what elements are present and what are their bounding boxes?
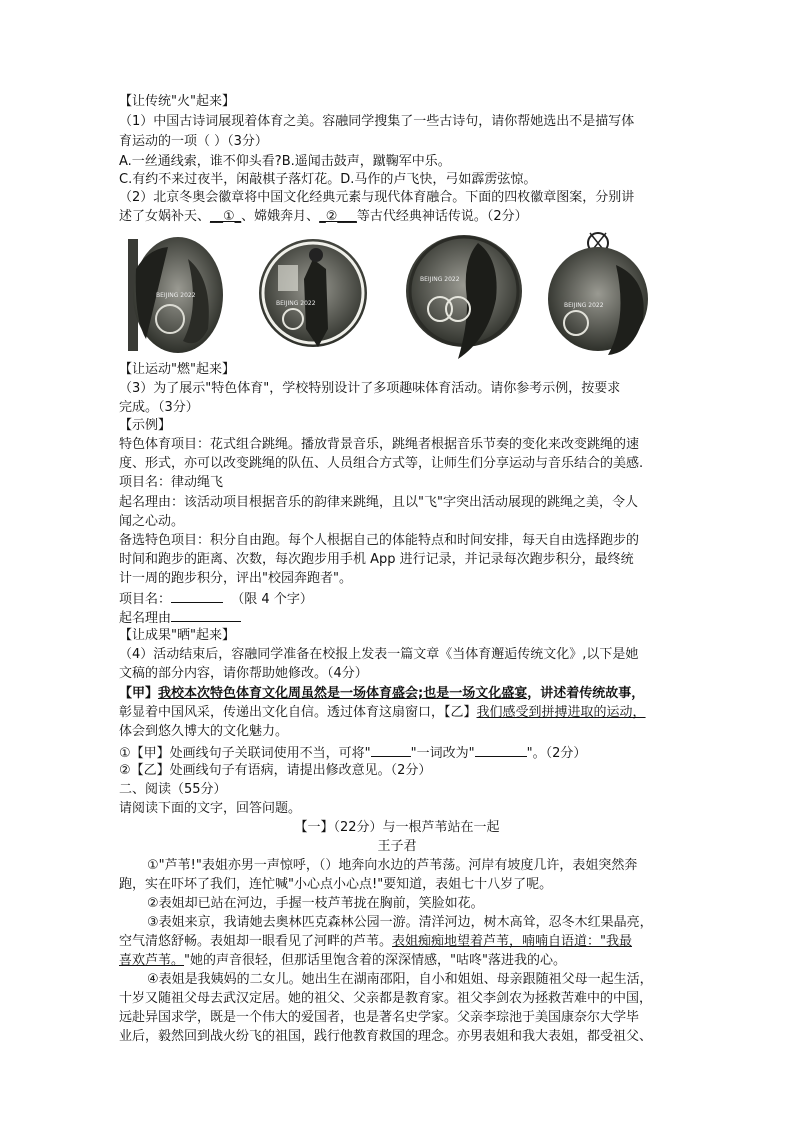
sub-question-1-mid: "一词改为" bbox=[410, 746, 475, 761]
emblem-text-1: BEIJING 2022 bbox=[156, 292, 196, 299]
emblem-change bbox=[406, 235, 522, 359]
naming-reason-line bbox=[119, 608, 241, 628]
example-label: 【示例】 bbox=[119, 418, 172, 433]
paragraph-3-line-3 bbox=[119, 952, 566, 970]
question-2-line-1: （2）北京冬奥会徽章将中国文化经典元素与现代体育融合。下面的四枚徽章图案，分别讲 bbox=[119, 190, 635, 205]
question-2-text-b: 、嫦娥奔月、 bbox=[241, 209, 320, 224]
paragraph-3-underlined-b: 喜欢芦苇。 bbox=[119, 953, 185, 968]
emblem-kuafu bbox=[259, 239, 367, 347]
paragraph-3-underlined-a: 表姐痴痴地望着芦苇，喃喃自语道："我最 bbox=[392, 934, 632, 949]
passage-line-3: 体会到悠久博大的文化魅力。 bbox=[119, 724, 289, 739]
emblem-text-4: BEIJING 2022 bbox=[564, 302, 604, 309]
example-line-1: 特色体育项目：花式组合跳绳。播放背景音乐，跳绳者根据音乐节奏的变化来改变跳绳的速 bbox=[119, 437, 640, 452]
underlined-sentence-yi: 我们感受到拼搏进取的运动， bbox=[476, 705, 646, 720]
naming-reason-label: 起名理由 bbox=[119, 611, 172, 626]
question-2-text-c: 等古代经典神话传说。（2分） bbox=[356, 209, 528, 224]
paragraph-1-line-2: 跑，实在吓坏了我们，连忙喊"小心点小心点!"要知道，表姐七十八岁了呢。 bbox=[119, 877, 553, 892]
paragraph-4-line-3: 远赴异国求学，既是一个伟大的爱国者，也是著名史学家。父亲李琮池于美国康奈尔大学毕 bbox=[119, 1010, 640, 1025]
mark-yi: 【乙】 bbox=[444, 705, 477, 720]
section-heading-tradition: 【让传统"火"起来】 bbox=[119, 94, 235, 109]
section-heading-results: 【让成果"晒"起来】 bbox=[119, 628, 235, 643]
paragraph-3-line-2 bbox=[119, 933, 632, 951]
question-3-line-2: 完成。（3分） bbox=[119, 400, 199, 415]
emblem-houyi bbox=[548, 233, 648, 355]
sub-question-1-blank-a[interactable] bbox=[371, 743, 411, 757]
emblem-text-2: BEIJING 2022 bbox=[276, 300, 316, 307]
passage-line-2 bbox=[119, 704, 646, 722]
example-line-3: 项目名：律动绳飞 bbox=[119, 475, 224, 490]
mark-jia: 【甲】 bbox=[119, 686, 159, 701]
sub-question-1-pre: ①【甲】处画线句子关联词使用不当，可将" bbox=[119, 746, 371, 761]
passage-line-1 bbox=[119, 685, 644, 703]
alt-project-line-2: 时间和跑步的距离、次数，每次跑步用手机 App 进行记录，并记录每次跑步积分，最终统 bbox=[119, 552, 634, 567]
question-4-line-1: （4）活动结束后，容融同学准备在校报上发表一篇文章《当体育邂逅传统文化》,以下是她 bbox=[119, 647, 639, 662]
project-name-label: 项目名： bbox=[119, 592, 172, 607]
example-line-2: 度、形式，亦可以改变跳绳的队伍、人员组合方式等，让师生们分享运动与音乐结合的美感. bbox=[119, 456, 644, 471]
paragraph-4-line-1: ④表姐是我姨妈的二女儿。她出生在湖南邵阳，自小和姐姐、母亲跟随祖父母一起生活， bbox=[147, 972, 653, 987]
section-heading-sports: 【让运动"燃"起来】 bbox=[119, 362, 235, 377]
alt-project-line-1: 备选特色项目：积分自由跑。每个人根据自己的体能特点和时间安排，每天自由选择跑步的 bbox=[119, 533, 640, 548]
question-2-text-a: 述了女娲补天、 bbox=[119, 209, 211, 224]
article-title: 【一】（22分）与一根芦苇站在一起 bbox=[294, 820, 500, 835]
olympic-emblems-image bbox=[128, 229, 673, 361]
question-3-line-1: （3）为了展示"特色体育"，学校特别设计了多项趣味体育活动。请你参考示例，按要求 bbox=[119, 381, 621, 396]
sub-question-1-post: "。（2分） bbox=[526, 746, 587, 761]
paragraph-2: ②表姐却已站在河边，手握一枝芦苇拢在胸前，笑脸如花。 bbox=[147, 896, 484, 911]
example-line-4: 起名理由：该活动项目根据音乐的韵律来跳绳，且以"飞"字突出活动展现的跳绳之美，令人 bbox=[119, 495, 638, 510]
paragraph-3-line-1: ③表姐来京，我请她去奥林匹克森林公园一游。清洋河边，树木高耸，忍冬木红果晶亮， bbox=[147, 915, 653, 930]
passage-line-1-rest: ，讲述着传统故事， bbox=[527, 686, 645, 701]
project-name-blank[interactable] bbox=[171, 589, 223, 603]
underlined-sentence-jia: 我校本次特色体育文化周虽然是一场体育盛会;也是一场文化盛宴 bbox=[158, 686, 528, 701]
sub-question-1-blank-b[interactable] bbox=[475, 743, 527, 757]
article-author: 王子君 bbox=[377, 839, 417, 854]
question-1-options-cd: C.有约不来过夜半，闲敲棋子落灯花。D.马作的卢飞快，弓如霹雳弦惊。 bbox=[119, 172, 537, 187]
reading-instruction: 请阅读下面的文字，回答问题。 bbox=[119, 801, 302, 816]
blank-1: __①_ bbox=[210, 209, 242, 224]
alt-project-line-3: 计一周的跑步积分，评出"校园奔跑者"。 bbox=[119, 571, 352, 586]
question-1-line-1: （1）中国古诗词展现着体育之美。容融同学搜集了一些古诗句，请你帮她选出不是描写体 bbox=[119, 114, 635, 129]
paragraph-1-line-1: ①"芦苇!"表姐亦男一声惊呼，（）地奔向水边的芦苇荡。河岸有坡度几许，表姐突然奔 bbox=[147, 858, 638, 873]
paragraph-3-line-3-rest: "她的声音很轻，但那话里饱含着的深深情感，"咕咚"落进我的心。 bbox=[184, 953, 566, 968]
question-4-line-2: 文稿的部分内容，请你帮助她修改。（4分） bbox=[119, 666, 368, 681]
emblem-text-3: BEIJING 2022 bbox=[420, 276, 460, 283]
paragraph-4-line-2: 十岁又随祖父母去武汉定居。她的祖父、父亲都是教育家。祖父李剑农为拯救苦难中的中国， bbox=[119, 991, 653, 1006]
question-1-options-ab: A.一丝通线索，谁不仰头看?B.遥闻击鼓声，蹴鞠军中乐。 bbox=[119, 154, 451, 169]
sub-question-2: ②【乙】处画线句子有语病，请提出修改意见。（2分） bbox=[119, 763, 432, 778]
project-name-hint: （限 4 个字） bbox=[231, 592, 313, 607]
paragraph-4-line-4: 业后，毅然回到战火纷飞的祖国，践行他教育救国的理念。亦男表姐和我大表姐，都受祖父、 bbox=[119, 1029, 653, 1044]
passage-line-2-pre: 彰显着中国风采，传递出文化自信。透过体育这扇窗口， bbox=[119, 705, 445, 720]
example-line-5: 闻之心动。 bbox=[119, 514, 185, 529]
reading-section-title: 二、阅读（55分） bbox=[119, 782, 227, 797]
emblem-nuwa bbox=[128, 237, 223, 353]
blank-2: _②___ bbox=[319, 209, 357, 224]
paragraph-3-line-2-pre: 空气清悠舒畅。表姐却一眼看见了河畔的芦苇。 bbox=[119, 934, 393, 949]
project-name-line bbox=[119, 589, 313, 609]
sub-question-1 bbox=[119, 743, 586, 763]
question-1-line-2: 育运动的一项（ ）（3分） bbox=[119, 134, 268, 149]
naming-reason-blank[interactable] bbox=[171, 608, 241, 622]
question-2-line-2 bbox=[119, 208, 528, 226]
